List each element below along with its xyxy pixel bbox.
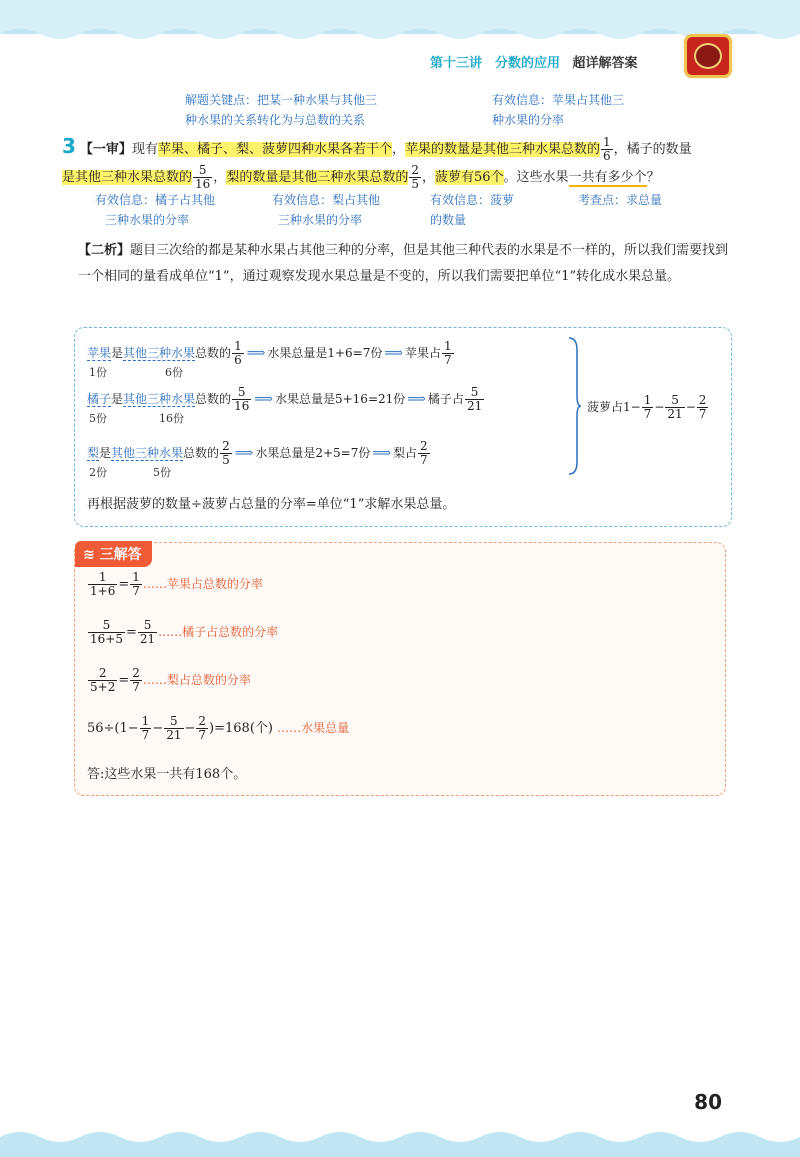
solution-line-4: 56÷(1− $\frac{1}{7}$ − $\frac{5}{21}$ − $\frac{2}{7}$ )=168(个) ……水果总量 <box>87 714 350 742</box>
analysis-paragraph: 【二析】题目三次给的都是某种水果占其他三种的分率，但是其他三种代表的水果是不一样的，所以我们需要找到一个相同的量看成单位“1”，通过观察发现水果总量是不变的，所以我们需要把单位“1”转化成水果总量。 <box>78 243 729 284</box>
analysis-tag: 【二析】 <box>78 243 131 258</box>
annotation-orange-info: 有效信息：橘子占其他 三种水果的分率 <box>95 193 216 227</box>
brand-logo-icon <box>684 34 732 78</box>
solution-line-2: $\frac{5}{16+5}$ = $\frac{5}{21}$ ……橘子占总数的分率 <box>90 618 279 646</box>
header-subtitle: 超详解答案 <box>572 56 638 71</box>
solution-box <box>74 542 726 796</box>
annotation-pear-info: 有效信息：梨占其他 三种水果的分率 <box>272 193 381 227</box>
reasoning-footer: 再根据菠萝的数量÷菠萝占总量的分率=单位“1”求解水果总量。 <box>87 497 456 512</box>
question-number: 3 <box>62 134 76 158</box>
fraction-5-16: $\frac{5}{16}$ <box>195 163 211 191</box>
annotation-apple-info: 有效信息：苹果占其他三 种水果的分率 <box>492 93 625 127</box>
page-header <box>430 52 638 71</box>
annotation-key-point: 解题关键点：把某一种水果与其他三 种水果的关系转化为与总数的关系 <box>185 93 378 127</box>
fraction-2-5: $\frac{2}{5}$ <box>411 163 419 191</box>
top-wave-decoration <box>0 0 800 50</box>
solution-answer: 答:这些水果一共有168个。 <box>87 767 247 782</box>
annotation-test-point: 考查点：求总量 <box>578 193 663 207</box>
question-tag: 【一审】 <box>79 142 132 157</box>
right-brace-icon <box>567 336 583 476</box>
page-number: 80 <box>694 1090 722 1114</box>
reasoning-box: 苹果是其他三种水果总数的 $\frac{1}{6}$ ⟹ 水果总量是1+6=7份 ⟹ 苹果占 $\frac{1}{7}$ 1份 6份 橘子是其他三种水果总数的 $\frac{5}{16}$ ⟹ 水果总量是5+16=21份 ⟹ 橘子占 $\frac{5}{21}$ 5份 16份 梨是其他三种水果总数的 $\frac{2}{5}$ ⟹ 水果总量是2+5=7份 ⟹ 梨占 $\frac{2}{7}$ 2份 5份 菠萝占1− $\frac{1}{7}$ − $\frac{5}{21}$ − $\frac{2}{7}$ 再根据菠萝的数量÷菠萝占总量的分率=单位“1”求解水果总量。 <box>74 327 732 527</box>
reasoning-row-apple: 苹果是其他三种水果总数的 $\frac{1}{6}$ ⟹ 水果总量是1+6=7份 ⟹ 苹果占 $\frac{1}{7}$ <box>87 339 452 367</box>
annotation-pineapple-info: 有效信息：菠萝 的数量 <box>430 193 515 227</box>
pineapple-fraction: 菠萝占1− $\frac{1}{7}$ − $\frac{5}{21}$ − $\frac{2}{7}$ <box>587 393 707 421</box>
question-text: 3 【一审】现有苹果、橘子、梨、菠萝四种水果各若干个，苹果的数量是其他三种水果总数的 $\frac{1}{6}$ ，橘子的数量 是其他三种水果总数的 $\frac{5}{16}$ ，梨的数量是其他三种水果总数的 $\frac{2}{5}$ ，菠萝有56个。这些水果一共有多少个？ <box>62 134 692 191</box>
reasoning-row-pear: 梨是其他三种水果总数的 $\frac{2}{5}$ ⟹ 水果总量是2+5=7份 ⟹ 梨占 $\frac{2}{7}$ <box>87 439 428 467</box>
reasoning-row-orange: 橘子是其他三种水果总数的 $\frac{5}{16}$ ⟹ 水果总量是5+16=21份 ⟹ 橘子占 $\frac{5}{21}$ <box>87 385 483 413</box>
solution-badge: ≋ 三解答 <box>75 541 152 567</box>
fraction-1-6: $\frac{1}{6}$ <box>603 135 611 163</box>
solution-line-3: $\frac{2}{5+2}$ = $\frac{2}{7}$ ……梨占总数的分率 <box>90 666 251 694</box>
chapter-title: 第十三讲 分数的应用 <box>430 56 561 71</box>
bottom-wave-decoration <box>0 1117 800 1157</box>
solution-line-1: $\frac{1}{1+6}$ = $\frac{1}{7}$ ……苹果占总数的分率 <box>90 570 263 598</box>
